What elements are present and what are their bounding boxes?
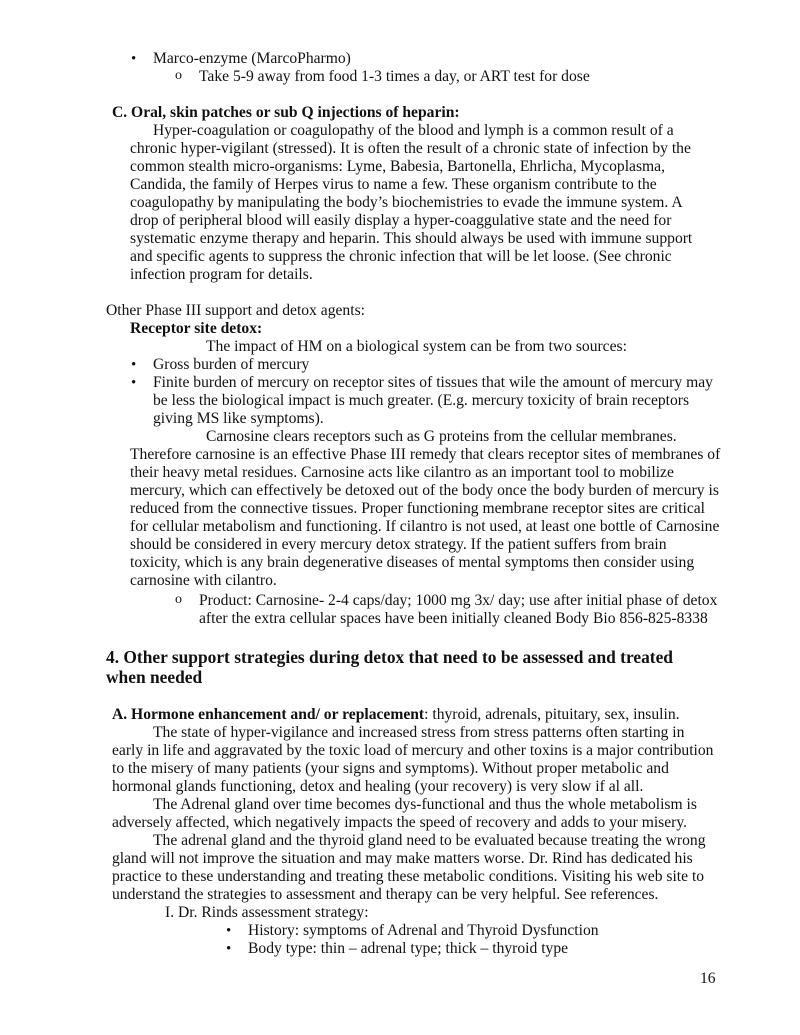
section-a-line: practice to these understanding and treating these metabolic conditions. Visiting his web site to xyxy=(112,868,705,885)
section-4-heading-cont: when needed xyxy=(106,667,203,687)
carnosine-line: reduced from the connective tissues. Proper functioning membrane receptor sites are critical xyxy=(130,500,706,517)
carnosine-line: should be considered in every mercury detox strategy. If the patient suffers from brain xyxy=(130,536,667,553)
section-a-line: to the misery of many patients (your signs and symptoms). Without proper metabolic and xyxy=(112,760,669,777)
section-a-line: gland will not improve the situation and may make matters worse. Dr. Rind has dedicated his xyxy=(112,850,693,867)
carnosine-line: for cellular metabolism and functioning. If cilantro is not used, at least one bottle of Carnosine xyxy=(130,518,720,535)
section-c-line: infection program for details. xyxy=(130,266,313,283)
section-c-line: chronic hyper-vigilant (stressed). It is often the result of a chronic state of infection by the xyxy=(130,140,691,157)
carnosine-line: Therefore carnosine is an effective Phase III remedy that clears receptor sites of membranes of xyxy=(130,446,721,463)
list-item-marco-enzyme: • Marco-enzyme (MarcoPharmo) xyxy=(153,50,351,68)
section-c-line: and specific agents to suppress the chronic infection that will be let loose. (See chronic xyxy=(130,248,672,265)
section-c-line: common stealth micro-organisms: Lyme, Babesia, Bartonella, Ehrlicha, Mycoplasma, xyxy=(130,158,665,175)
carnosine-line: carnosine with cilantro. xyxy=(130,572,277,589)
list-item-body-type: • Body type: thin – adrenal type; thick – thyroid type xyxy=(248,940,568,958)
section-a-line: The Adrenal gland over time becomes dys-functional and thus the whole metabolism is xyxy=(153,796,697,813)
product-line-cont: after the extra cellular spaces have been initially cleaned Body Bio 856-825-8338 xyxy=(199,610,708,627)
section-4-heading: 4. Other support strategies during detox that need to be assessed and treated xyxy=(106,647,673,667)
list-subitem-dose: o Take 5-9 away from food 1-3 times a day, or ART test for dose xyxy=(199,68,590,86)
section-a-line: The state of hyper-vigilance and increased stress from stress patterns often starting in xyxy=(153,724,685,741)
section-a-line: hormonal glands functioning, detox and healing (your recovery) is very slow if al all. xyxy=(112,778,644,795)
carnosine-line: their heavy metal residues. Carnosine acts like cilantro as an important tool to mobilize xyxy=(130,464,674,481)
carnosine-line: mercury, which can effectively be detoxed out of the body once the body burden of mercury is xyxy=(130,482,719,499)
list-item-cont: giving MS like symptoms). xyxy=(153,410,324,427)
receptor-site-heading: Receptor site detox: xyxy=(130,320,263,337)
carnosine-line: toxicity, which is any brain degenerative diseases of mental symptoms then consider using xyxy=(130,554,695,571)
section-c-heading: C. Oral, skin patches or sub Q injections of heparin: xyxy=(112,104,460,121)
section-c-line: Hyper-coagulation or coagulopathy of the blood and lymph is a common result of a xyxy=(153,122,674,139)
section-a-line: The adrenal gland and the thyroid gland need to be evaluated because treating the wrong xyxy=(153,832,706,849)
section-a-heading-bold: A. Hormone enhancement and/ or replacement xyxy=(112,706,425,723)
list-item-history: • History: symptoms of Adrenal and Thyroid Dysfunction xyxy=(248,922,599,940)
section-a-heading xyxy=(112,706,680,724)
section-a-heading-rest: : thyroid, adrenals, pituitary, sex, insulin. xyxy=(424,706,680,723)
section-c-line: coagulopathy by manipulating the body’s biochemistries to evade the immune system. A xyxy=(130,194,683,211)
section-c-line: Candida, the family of Herpes virus to name a few. These organism contribute to the xyxy=(130,176,657,193)
other-phase-intro: Other Phase III support and detox agents: xyxy=(106,302,365,319)
product-line: o Product: Carnosine- 2-4 caps/day; 1000 mg 3x/ day; use after initial phase of detox xyxy=(199,592,717,610)
page-number: 16 xyxy=(700,970,716,987)
carnosine-line: Carnosine clears receptors such as G proteins from the cellular membranes. xyxy=(206,428,677,445)
section-a-line: early in life and aggravated by the toxic load of mercury and other toxins is a major contribution xyxy=(112,742,714,759)
section-c-line: systematic enzyme therapy and heparin. This should always be used with immune support xyxy=(130,230,693,247)
section-c-line: drop of peripheral blood will easily display a hyper-coaggulative state and the need for xyxy=(130,212,672,229)
list-item-finite-burden: • Finite burden of mercury on receptor sites of tissues that wile the amount of mercury may xyxy=(153,374,713,392)
section-a-line: adversely affected, which negatively impacts the speed of recovery and adds to your misery. xyxy=(112,814,688,831)
list-item-gross-burden: • Gross burden of mercury xyxy=(153,356,309,374)
impact-line: The impact of HM on a biological system can be from two sources: xyxy=(206,338,627,355)
assessment-strategy-item: I. Dr. Rinds assessment strategy: xyxy=(165,904,369,921)
section-a-line: understand the strategies to assessment and therapy can be very helpful. See references. xyxy=(112,886,659,903)
list-item-cont: be less the biological impact is much greater. (E.g. mercury toxicity of brain receptors xyxy=(153,392,690,409)
